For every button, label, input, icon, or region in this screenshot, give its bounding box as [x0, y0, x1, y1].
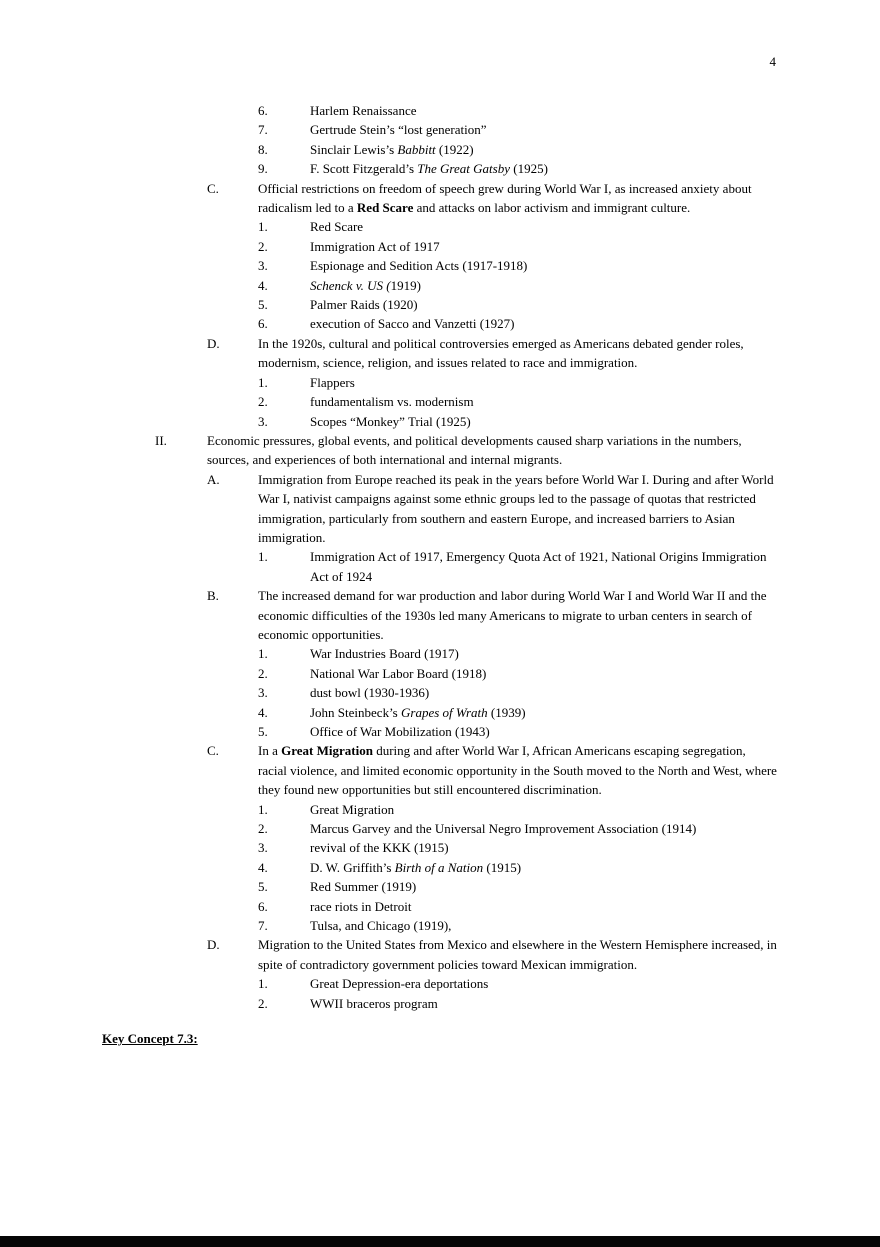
- outline-item: [0, 392, 880, 411]
- outline-item: [0, 819, 880, 838]
- text-segment: Espionage and Sedition Acts (1917-1918): [310, 258, 528, 274]
- item-text: [310, 916, 777, 935]
- outline-item: [0, 683, 880, 702]
- text-segment: Immigration Act of 1917, Emergency Quota Act of 1921, National Origins Immigration Act of 1924: [310, 549, 767, 584]
- bottom-bar: [0, 1236, 880, 1247]
- item-text: [310, 373, 777, 392]
- text-segment: Red Scare: [356, 200, 414, 216]
- item-text: [310, 140, 777, 159]
- outline-item: [0, 179, 880, 218]
- item-marker: 1.: [258, 646, 268, 662]
- item-text: [258, 179, 777, 218]
- item-text: [310, 101, 777, 120]
- item-marker: 3.: [258, 413, 268, 429]
- outline: [0, 101, 880, 1013]
- item-text: [258, 741, 777, 799]
- item-marker: 4.: [258, 277, 268, 293]
- item-marker: 1.: [258, 976, 268, 992]
- text-segment: National War Labor Board (1918): [310, 665, 487, 681]
- outline-item: [0, 741, 880, 799]
- text-segment: Immigration from Europe reached its peak in the years before World War I. During and after World War I, nativist campaigns against some ethnic groups led to the passage of quotas that restricted immigration, particularly from southern and eastern Europe, and increased barriers to Asian immigration.: [258, 471, 774, 545]
- key-concept-heading: [0, 1029, 880, 1048]
- text-segment: (1939): [487, 704, 526, 720]
- item-text: [310, 644, 777, 663]
- text-segment: D. W. Griffith’s: [310, 859, 395, 875]
- item-text: [258, 586, 777, 644]
- text-segment: Great Migration: [310, 801, 395, 817]
- outline-item: [0, 644, 880, 663]
- text-segment: (1925): [509, 161, 548, 177]
- outline-item: [0, 935, 880, 974]
- item-marker: 2.: [258, 238, 268, 254]
- text-segment: Office of War Mobilization (1943): [310, 724, 490, 739]
- text-segment: The Great Gatsby: [417, 161, 510, 177]
- outline-item: [0, 256, 880, 275]
- text-segment: Official restrictions on freedom of speech grew during World War I, as increased anxiety about radicalism led to a: [258, 180, 752, 216]
- item-marker: 1.: [258, 219, 268, 235]
- item-text: [310, 159, 777, 178]
- text-segment: Birth of a Nation: [394, 859, 484, 875]
- item-marker: 9.: [258, 161, 268, 177]
- outline-item: [0, 800, 880, 819]
- text-segment: Palmer Raids (1920): [310, 297, 418, 313]
- text-segment: Red Scare: [310, 219, 364, 235]
- item-marker: 6.: [258, 316, 268, 332]
- outline-item: [0, 664, 880, 683]
- text-segment: Schenck v. US (: [310, 277, 391, 293]
- item-marker: 7.: [258, 122, 268, 138]
- text-segment: (1922): [435, 141, 474, 157]
- item-text: [310, 838, 777, 857]
- text-segment: revival of the KKK (1915): [310, 840, 449, 856]
- item-marker: D.: [207, 937, 220, 953]
- text-segment: Migration to the United States from Mexico and elsewhere in the Western Hemisphere increased, in spite of contradictory government policies toward Mexican immigration.: [258, 937, 777, 972]
- item-text: [310, 392, 777, 411]
- item-marker: 5.: [258, 724, 268, 739]
- item-marker: 5.: [258, 297, 268, 313]
- outline-item: [0, 974, 880, 993]
- text-segment: Harlem Renaissance: [310, 103, 417, 118]
- text-segment: Tulsa, and Chicago (1919),: [310, 918, 452, 934]
- item-text: [310, 994, 777, 1013]
- text-segment: In the 1920s, cultural and political controversies emerged as Americans debated gender roles, modernism, science, religion, and issues related to race and immigration.: [258, 335, 744, 371]
- item-marker: 6.: [258, 103, 268, 118]
- outline-item: [0, 722, 880, 741]
- text-segment: War Industries Board (1917): [310, 646, 459, 662]
- page-number: 4: [769, 54, 776, 69]
- outline-item: [0, 431, 880, 470]
- item-marker: 2.: [258, 821, 268, 837]
- item-text: [310, 412, 777, 431]
- outline-item: [0, 314, 880, 333]
- item-text: [310, 237, 777, 256]
- item-marker: 3.: [258, 258, 268, 274]
- item-text: [310, 800, 777, 819]
- text-segment: Economic pressures, global events, and political developments caused sharp variations in the numbers, sources, and experiences of both international and internal migrants.: [207, 432, 742, 468]
- item-text: [310, 683, 777, 702]
- item-text: [310, 819, 777, 838]
- outline-item: [0, 295, 880, 314]
- item-marker: 1.: [258, 549, 268, 565]
- item-marker: 1.: [258, 374, 268, 390]
- item-text: [310, 547, 777, 586]
- outline-item: [0, 140, 880, 159]
- item-text: [310, 877, 777, 896]
- outline-item: [0, 217, 880, 236]
- item-text: [310, 256, 777, 275]
- item-text: [310, 295, 777, 314]
- outline-item: [0, 897, 880, 916]
- text-segment: fundamentalism vs. modernism: [310, 394, 474, 410]
- item-text: [258, 470, 777, 548]
- outline-item: [0, 858, 880, 877]
- item-text: [310, 974, 777, 993]
- item-marker: 8.: [258, 141, 268, 157]
- item-text: [310, 897, 777, 916]
- outline-item: [0, 703, 880, 722]
- item-marker: 2.: [258, 665, 268, 681]
- outline-item: [0, 101, 880, 120]
- item-marker: 1.: [258, 801, 268, 817]
- item-marker: 2.: [258, 995, 268, 1011]
- outline-item: [0, 877, 880, 896]
- item-text: [258, 334, 777, 373]
- item-text: [258, 935, 777, 974]
- outline-item: [0, 412, 880, 431]
- key-concept-label: Key Concept 7.3:: [102, 1031, 198, 1047]
- text-segment: Flappers: [310, 374, 355, 390]
- text-segment: John Steinbeck’s: [310, 704, 401, 720]
- text-segment: Babbitt: [397, 141, 436, 157]
- text-segment: WWII braceros program: [310, 995, 438, 1011]
- item-text: [310, 858, 777, 877]
- item-marker: 2.: [258, 394, 268, 410]
- text-segment: execution of Sacco and Vanzetti (1927): [310, 316, 515, 332]
- item-text: [310, 664, 777, 683]
- outline-item: [0, 586, 880, 644]
- item-marker: 3.: [258, 840, 268, 856]
- item-marker: 5.: [258, 879, 268, 895]
- outline-item: [0, 994, 880, 1013]
- item-marker: 7.: [258, 918, 268, 934]
- text-segment: Marcus Garvey and the Universal Negro Improvement Association (1914): [310, 821, 697, 837]
- item-marker: D.: [207, 335, 220, 351]
- item-text: [310, 314, 777, 333]
- outline-item: [0, 237, 880, 256]
- outline-item: [0, 547, 880, 586]
- text-segment: Immigration Act of 1917: [310, 238, 440, 254]
- outline-item: [0, 916, 880, 935]
- outline-item: [0, 276, 880, 295]
- text-segment: F. Scott Fitzgerald’s: [310, 161, 418, 177]
- item-text: [310, 120, 777, 139]
- text-segment: Grapes of Wrath: [401, 704, 488, 720]
- text-segment: Red Summer (1919): [310, 879, 417, 895]
- text-segment: race riots in Detroit: [310, 898, 412, 914]
- text-segment: In a: [258, 743, 282, 759]
- text-segment: Great Depression-era deportations: [310, 976, 489, 992]
- text-segment: Sinclair Lewis’s: [310, 141, 398, 157]
- item-marker: A.: [207, 471, 220, 487]
- item-text: [310, 703, 777, 722]
- outline-item: [0, 373, 880, 392]
- text-segment: 1919): [390, 277, 421, 293]
- item-marker: 3.: [258, 685, 268, 701]
- text-segment: and attacks on labor activism and immigrant culture.: [413, 200, 691, 216]
- item-text: [207, 431, 777, 470]
- text-segment: Great Migration: [281, 743, 373, 759]
- item-marker: B.: [207, 588, 219, 604]
- item-marker: 6.: [258, 898, 268, 914]
- text-segment: dust bowl (1930-1936): [310, 685, 430, 701]
- text-segment: (1915): [483, 859, 522, 875]
- text-segment: Gertrude Stein’s “lost generation”: [310, 122, 487, 138]
- item-marker: 4.: [258, 704, 268, 720]
- outline-item: [0, 838, 880, 857]
- text-segment: The increased demand for war production and labor during World War I and World War II and the economic difficulties of the 1930s led many Americans to migrate to urban centers in search of economic opportunities.: [258, 588, 767, 642]
- item-marker: C.: [207, 743, 219, 759]
- outline-item: [0, 159, 880, 178]
- outline-item: [0, 120, 880, 139]
- text-segment: Scopes “Monkey” Trial (1925): [310, 413, 471, 429]
- item-marker: 4.: [258, 859, 268, 875]
- item-text: [310, 722, 777, 741]
- item-marker: II.: [155, 432, 167, 448]
- item-marker: C.: [207, 180, 219, 196]
- item-text: [310, 217, 777, 236]
- page-content: [0, 101, 880, 1049]
- outline-item: [0, 334, 880, 373]
- text-segment: during and after World War I, African Americans escaping segregation, racial violence, and limited economic opportunity in the South moved to the North and West, where they found new opportunities but still encountered discrimination.: [258, 743, 777, 798]
- item-text: [310, 276, 777, 295]
- outline-item: [0, 470, 880, 548]
